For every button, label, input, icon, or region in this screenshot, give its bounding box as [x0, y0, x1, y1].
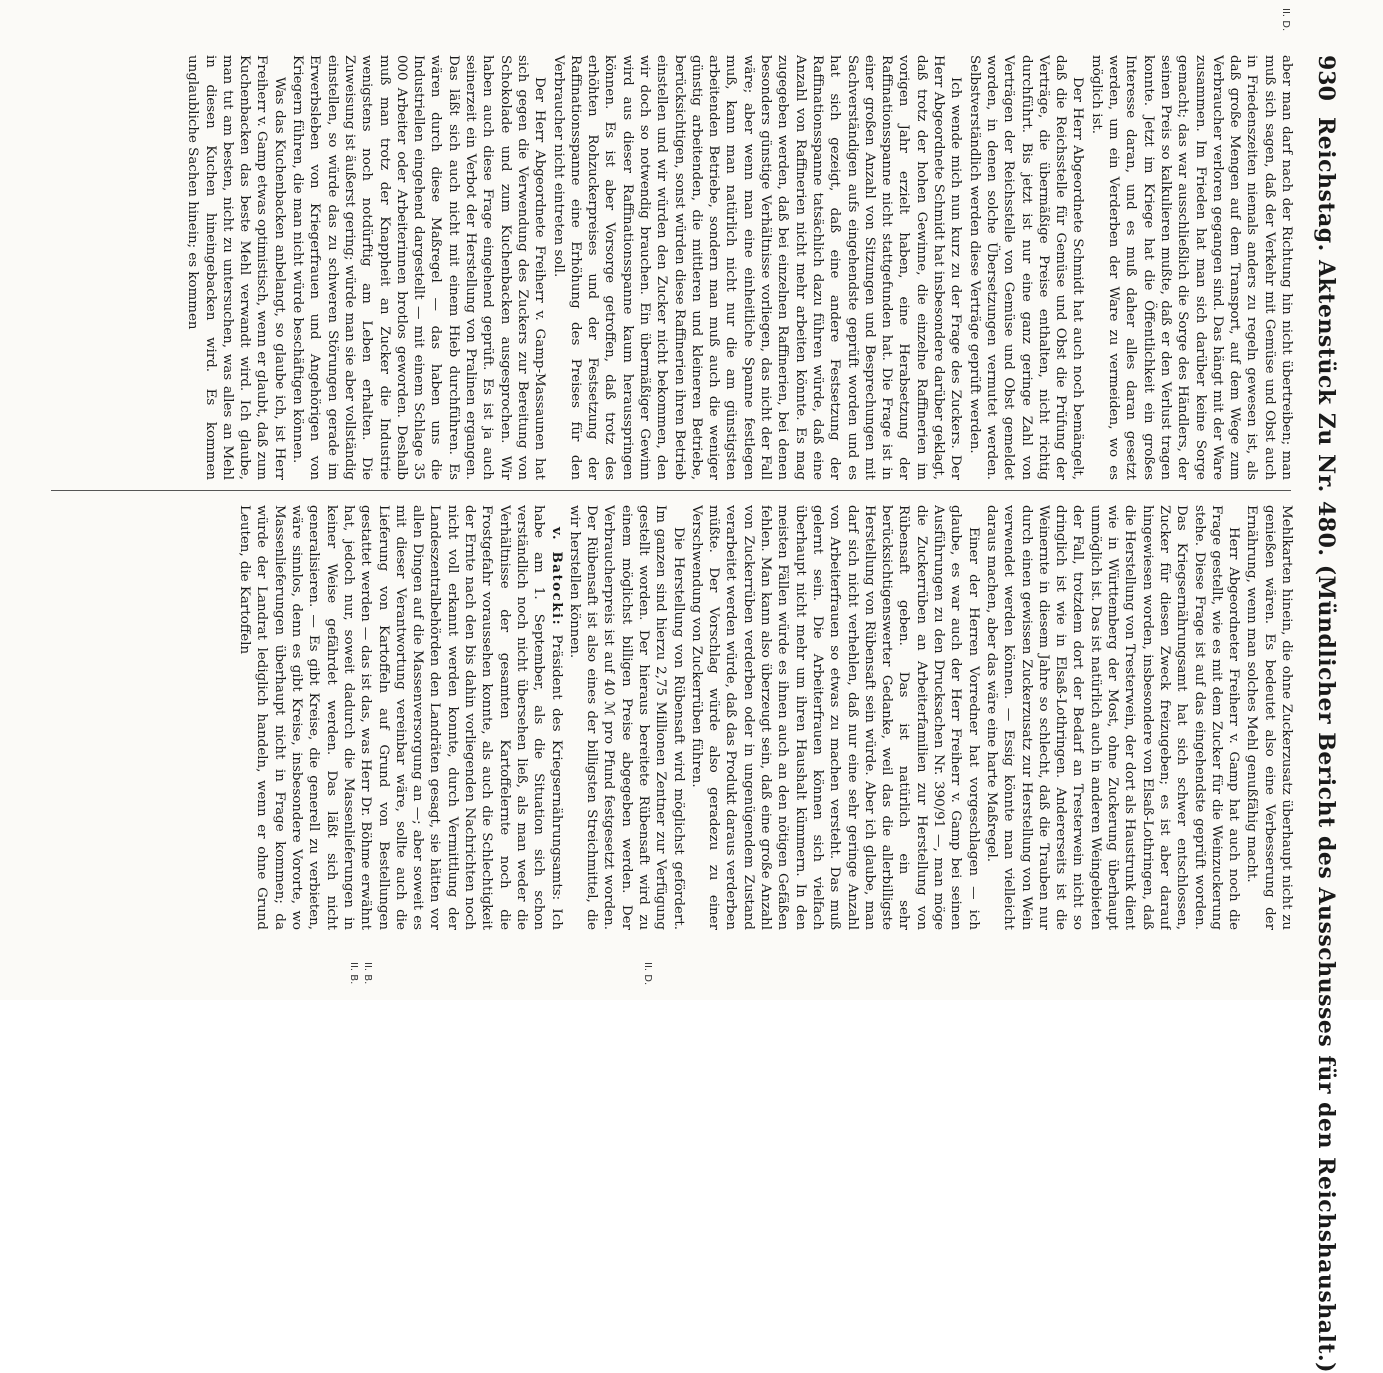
left-column	[55, 55, 1295, 480]
paragraph-text: Einer der Herren Vorredner hat vorgeschlagen — ich glaube, es war auch der Herr Freiherr v. Gamp bei seinen Ausführungen zu den Drucksachen Nr. 390/91 —, man möge die Zuckerrüben an Arbeiterfamilien zur Herstellung von Rübensaft geben. Das ist natürlich ein sehr berücksichtigenswerter Gedanke, weil das die allerbilligste Herstellung von Rübensaft sein würde. Aber ich glaube, man darf sich nicht verhehlen, daß nur eine sehr geringe Anzahl von Arbeiterfrauen so etwas zu machen versteht. Das muß gelernt sein. Die Arbeiterfrauen können sich vielfach überhaupt nicht mehr um ihren Haushalt kümmern. In den meisten Fällen würde es ihnen auch an den nötigen Gefäßen fehlen. Man kann also überzeugt sein, daß eine große Anzahl von Zuckerrüben verderben oder in ungenügendem Zustand verarbeitet werden würde, daß das Produkt daraus verderben müßte. Der Vorschlag würde also geradezu zu einer Verschwendung von Zuckerrüben führen.	[688, 505, 981, 930]
margin-note: II. B.	[348, 962, 359, 985]
paragraph-text: Mehlkarten hinein, die ohne Zuckerzusatz überhaupt nicht zu genießen wären. Es bedeutet also eine Verbesserung der Ernährung, wenn man solches Mehl genußfähig macht.	[1244, 505, 1294, 930]
page-title: Reichstag. Aktenstück Zu Nr. 480. (Mündlicher Bericht des Ausschusses für den Reichshaushalt.)	[1313, 116, 1339, 1373]
column-divider	[51, 490, 1291, 491]
paragraph	[1087, 55, 1295, 480]
margin-note: II. B.	[362, 962, 373, 985]
paragraph-text: Ich wende mich nun kurz zu der Frage des Zuckers. Der Herr Abgeordnete Schmidt hat insbesondere darüber geklagt, daß trotz der hohen Gewinne, die einzelne Raffinerien im vorigen Jahr erzielt haben, eine Herabsetzung der Raffinationsspanne nicht stattgefunden hat. Die Frage ist in einer großen Anzahl von Sitzungen und Besprechungen mit Sachverständigen aufs eingehendste geprüft worden und es hat sich gezeigt, daß eine andere Festsetzung der Raffinationsspanne tatsächlich dazu führen würde, daß eine Anzahl von Raffinerien nicht mehr arbeiten könnte. Es mag zugegeben werden, daß bei einzelnen Raffinerien, bei denen besonders günstige Verhältnisse vorliegen, das nicht der Fall wäre; aber wenn man eine einheitliche Spanne festlegen muß, kann man natürlich nicht nur die am günstigsten arbeitenden Betriebe, sondern man muß auch die weniger günstig arbeitenden, die mittleren und kleineren Betriebe, berücksichtigen, sonst würden diese Raffinerien ihren Betrieb einstellen und wir würden den Zucker nicht bekommen, den wir doch so notwendig brauchen. Ein übermäßiger Gewinn wird aus dieser Raffinationsspanne kaum herausspringen können. Es ist aber Vorsorge getroffen, daß trotz des erhöhten Rohzuckerpreises und der Festsetzung der Raffinationsspanne eine Erhöhung des Preises für den Verbraucher nicht eintreten soll.	[550, 55, 964, 480]
paragraph	[1243, 505, 1295, 930]
paragraph	[566, 505, 687, 930]
paragraph	[965, 55, 1086, 480]
paragraph	[184, 55, 288, 480]
paragraph-text: Der Herr Abgeordnete Schmidt hat auch noch bemängelt, daß die Reichsstelle für Gemüse und Obst die Prüfung der Verträge, die übermäßige Preise enthalten, nicht richtig durchführt. Bis jetzt ist nur eine ganz geringe Zahl von Verträgen der Reichsstelle von Gemüse und Obst gemeldet worden, in denen solche Übersetzungen vermutet werden. Selbstverständlich werden diese Verträge geprüft werden.	[966, 55, 1086, 480]
paragraph-text: Herr Abgeordneter Freiherr v. Gamp hat auch noch die Frage gestellt, wie es mit dem Zucker für die Weinzuckerung stehe. Diese Frage ist auf das eingehendste geprüft worden. Das Kriegsernährungsamt hat sich schwer entschlossen, Zucker für diesen Zweck freizugeben; es ist aber darauf hingewiesen worden, insbesondere von Elsaß-Lothringen, daß die Herstellung von Tresterwein, der dort als Haustrunk dient wie in Württemberg der Most, ohne Zuckerung überhaupt unmöglich ist. Das ist natürlich auch in anderen Weingebieten der Fall, trotzdem dort der Bedarf an Tresterwein nicht so dringlich ist wie in Elsaß-Lothringen. Andererseits ist die Weinernte in diesem Jahre so schlecht, daß die Trauben nur durch einen gewissen Zuckerzusatz zur Herstellung von Wein verwendet werden können. — Essig könnte man vielleicht daraus machen, aber das wäre eine harte Maßregel.	[983, 505, 1242, 930]
right-column	[55, 505, 1295, 930]
margin-note: II. D.	[1280, 8, 1291, 32]
paragraph-text: Der Herr Abgeordnete Freiherr v. Gamp-Massaunen hat sich gegen die Verwendung des Zuckers zur Bereitung von Schokolade und zum Kuchenbacken ausgesprochen. Wir haben auch diese Frage eingehend geprüft. Es ist ja auch seinerzeit ein Verbot der Herstellung von Pralinen ergangen. Das läßt sich auch nicht mit einem Hieb durchführen. Es wären durch diese Maßregel — das haben uns die Industriellen eingehend dargestellt — mit einem Schlage 35 000 Arbeiter oder Arbeiterinnen brotlos geworden. Deshalb muß man trotz der Knappheit an Zucker die Industrie wenigstens noch notdürftig am Leben erhalten. Die Zuweisung ist äußerst gering; würde man sie aber vollständig einstellen, so würde das zu schweren Störungen gerade im Erwerbsleben von Kriegerfrauen und Angehörigen von Kriegern führen, die man nicht würde beschäftigen können.	[290, 55, 548, 480]
paragraph-text: Die Herstellung von Rübensaft wird möglichst gefördert. Im ganzen sind hierzu 2,75 Millionen Zentner zur Verfügung gestellt worden. Der hieraus bereitete Rübensaft wird zu einem möglichst billigen Preise abgegeben werden. Der Verbraucherpreis ist auf 40 ℳ pro Pfund festgesetzt worden. Der Rübensaft ist also eines der billigsten Streichmittel, die wir herstellen können.	[566, 505, 686, 930]
paragraph	[688, 505, 982, 930]
margin-note: II. D.	[642, 962, 653, 986]
page-number: 930	[1313, 55, 1339, 101]
paragraph	[549, 55, 964, 480]
paragraph-text: aber man darf nach der Richtung hin nicht übertreiben; man muß sich sagen, daß der Verkehr mit Gemüse und Obst auch in Friedenszeiten niemals anders zu regeln gewesen ist, als daß große Mengen auf dem Transport, auf dem Wege zum Verbraucher verloren gegangen sind. Das hängt mit der Ware zusammen. Im Frieden hat man sich darüber keine Sorge gemacht; das war ausschließlich die Sorge des Händlers, der seinen Preis so kalkulieren mußte, daß er den Verlust tragen konnte. Jetzt im Kriege hat die Öffentlichkeit ein großes Interesse daran, und es muß daher alles daran gesetzt werden, um ein Verderben der Ware zu vermeiden, wo es möglich ist.	[1088, 55, 1294, 480]
paragraph-text: Was das Kuchenbacken anbelangt, so glaube ich, ist Herr Freiherr v. Gamp etwas optimistisch, wenn er glaubt, daß zum Kuchenbacken das beste Mehl verwandt wird. Ich glaube, man tut am besten, nicht zu untersuchen, was alles an Mehl in diesen Kuchen hineingebacken wird. Es kommen unglaubliche Sachen hinein; es kommen	[185, 55, 287, 480]
speaker-name: v. Batocki:	[548, 527, 565, 627]
paragraph	[236, 505, 565, 930]
page-header	[1305, 55, 1339, 1373]
paragraph	[289, 55, 548, 480]
paragraph-text: Präsident des Kriegsernährungsamts: Ich habe am 1. September, als die Situation sich schon verständlich noch nicht übersehen ließ, als man weder die Verhältnisse der gesamten Kartoffelernte noch die Frostgefahr voraussehen konnte, als auch die Schlechtigkeit der Ernte nach den bis dahin vorliegenden Nachrichten noch nicht voll erkannt werden konnte, durch Vermittlung der Landeszentralbehörden den Landräten gesagt, sie hätten vor allen Dingen auf die Massenversorgung an —; aber soweit es mit dieser Verantwortung vereinbar wäre, sollte auch die Lieferung von Kartoffeln auf Grund von Bestellungen gestattet werden — das ist das, was Herr Dr. Böhme erwähnt hat, jedoch nur, soweit dadurch die Massenlieferungen in keiner Weise gefährdet werden. Das läßt sich nicht generalisieren. — Es gibt Kreise, die generell zu verbieten, wäre sinnlos, denn es gibt Kreise, insbesondere Vororte, wo Massenlieferungen überhaupt nicht in Frage kommen; da würde der Landrat lediglich handeln, wenn er ohne Grund Leuten, die Kartoffeln	[237, 505, 564, 930]
paragraph	[983, 505, 1242, 930]
